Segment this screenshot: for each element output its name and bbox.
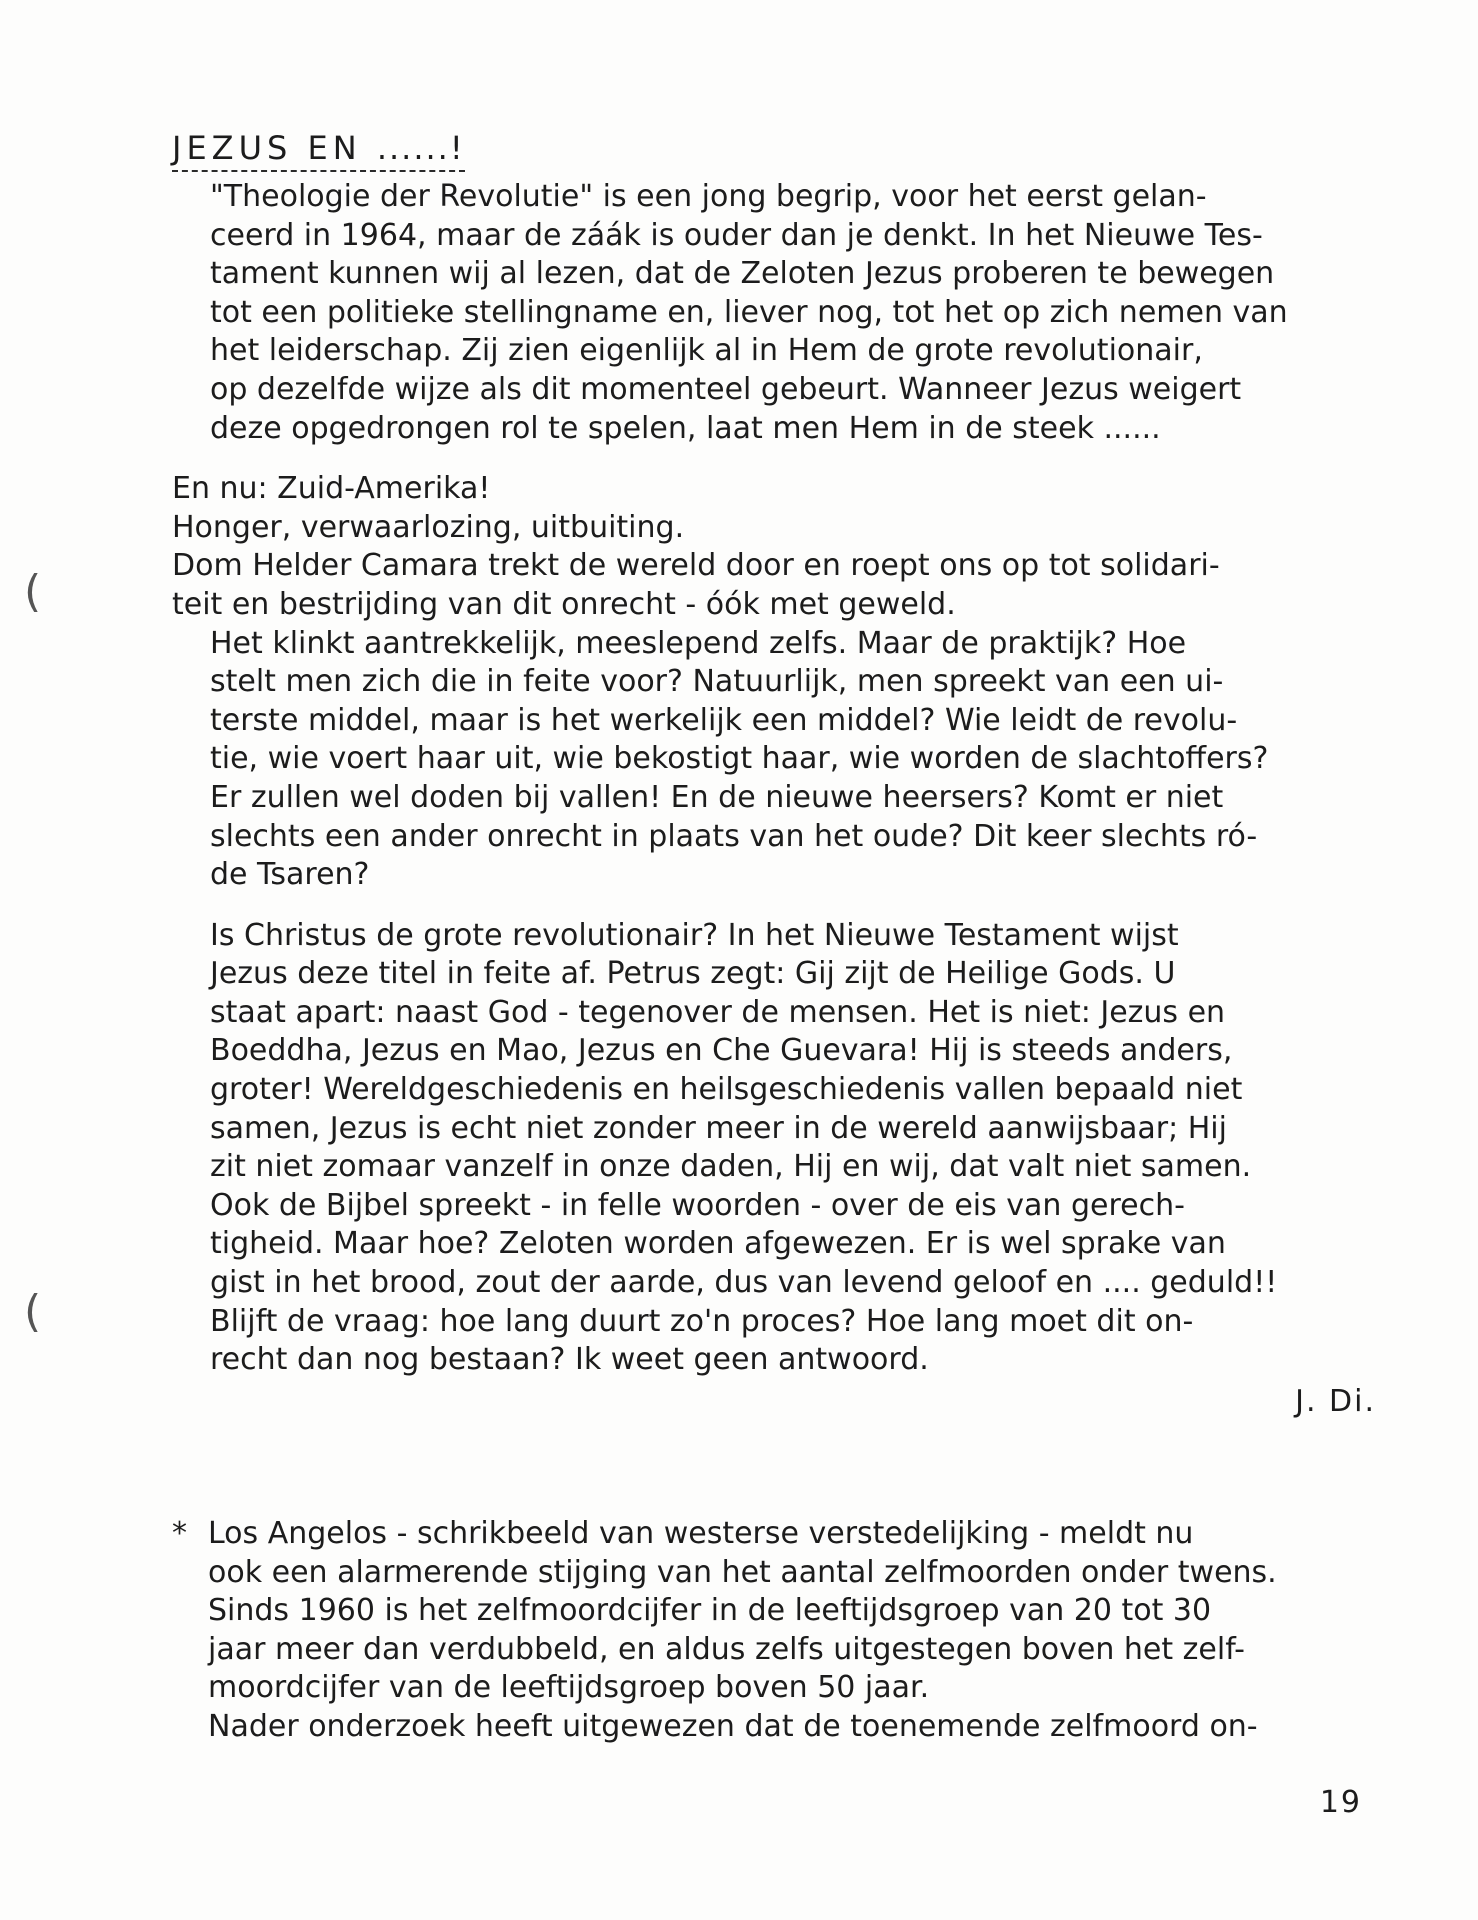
text-line: Honger, verwaarlozing, uitbuiting. — [172, 509, 685, 545]
text-line: tie, wie voert haar uit, wie bekostigt haar, wie worden de slachtoffers? — [210, 741, 1269, 777]
footnote-marker: * — [172, 1516, 187, 1551]
text-line: tament kunnen wij al lezen, dat de Zeloten Jezus proberen te bewegen — [210, 256, 1275, 292]
text-line: Jezus deze titel in feite af. Petrus zegt: Gij zijt de Heilige Gods. U — [210, 956, 1176, 992]
binder-hole-mark: ( — [24, 1286, 42, 1337]
text-line: Dom Helder Camara trekt de wereld door en roept ons op tot solidari- — [172, 548, 1220, 584]
paragraph — [172, 625, 1382, 895]
text-line: terste middel, maar is het werkelijk een middel? Wie leidt de revolu- — [210, 702, 1238, 738]
text-line: deze opgedrongen rol te spelen, laat men Hem in de steek ...... — [210, 410, 1161, 446]
footnote-line: Los Angelos - schrikbeeld van westerse verstedelijking - meldt nu — [208, 1516, 1194, 1551]
text-line: teit en bestrijding van dit onrecht - óók met geweld. — [172, 586, 956, 622]
text-line: samen, Jezus is echt niet zonder meer in de wereld aanwijsbaar; Hij — [210, 1110, 1227, 1146]
footnote-continuation: Nader onderzoek heeft uitgewezen dat de toenemende zelfmoord on- — [208, 1708, 1258, 1744]
text-line: Boeddha, Jezus en Mao, Jezus en Che Guevara! Hij is steeds anders, — [210, 1033, 1233, 1069]
text-line: Het klinkt aantrekkelijk, meeslepend zelfs. Maar de praktijk? Hoe — [210, 625, 1187, 661]
article-title — [172, 128, 465, 172]
text-line: op dezelfde wijze als dit momenteel gebeurt. Wanneer Jezus weigert — [210, 371, 1242, 407]
footnote — [172, 1515, 1382, 1747]
text-line: ceerd in 1964, maar de záák is ouder dan je denkt. In het Nieuwe Tes- — [210, 217, 1263, 253]
text-line: recht dan nog bestaan? Ik weet geen antwoord. — [210, 1342, 929, 1378]
text-line: "Theologie der Revolutie" is een jong begrip, voor het eerst gelan- — [210, 179, 1207, 214]
article-body — [172, 178, 1382, 1380]
footnote-line: moordcijfer van de leeftijdsgroep boven 50 jaar. — [208, 1670, 930, 1706]
footnote-line: ook een alarmerende stijging van het aantal zelfmoorden onder twens. — [208, 1554, 1277, 1590]
text-line: Er zullen wel doden bij vallen! En de nieuwe heersers? Komt er niet — [210, 779, 1224, 815]
text-line: stelt men zich die in feite voor? Natuurlijk, men spreekt van een ui- — [210, 664, 1224, 700]
footnote-paragraph — [208, 1515, 1382, 1708]
text-line: staat apart: naast God - tegenover de mensen. Het is niet: Jezus en — [210, 994, 1226, 1030]
paragraph — [172, 1303, 1382, 1380]
footnote-line: jaar meer dan verdubbeld, en aldus zelfs uitgestegen boven het zelf- — [208, 1631, 1245, 1667]
author-signature: J. Di. — [1295, 1383, 1376, 1419]
text-line: de Tsaren? — [210, 857, 370, 893]
text-line: tot een politieke stellingname en, liever nog, tot het op zich nemen van — [210, 294, 1288, 330]
title-suffix: ......! — [376, 129, 465, 167]
text-line: groter! Wereldgeschiedenis en heilsgeschiedenis vallen bepaald niet — [210, 1072, 1243, 1108]
paragraph — [172, 178, 1382, 448]
text-line: gist in het brood, zout der aarde, dus van levend geloof en .... geduld!! — [210, 1265, 1278, 1301]
text-line: En nu: Zuid-Amerika! — [172, 471, 491, 507]
text-line: Blijft de vraag: hoe lang duurt zo'n proces? Hoe lang moet dit on- — [210, 1303, 1194, 1339]
text-line: slechts een ander onrecht in plaats van het oude? Dit keer slechts ró- — [210, 818, 1258, 854]
paragraph — [172, 917, 1382, 1187]
paragraph — [172, 470, 1382, 624]
title-main: JEZUS EN — [172, 129, 362, 167]
text-line: Ook de Bijbel spreekt - in felle woorden - over de eis van gerech- — [210, 1187, 1185, 1223]
text-line: het leiderschap. Zij zien eigenlijk al in Hem de grote revolutionair, — [210, 333, 1203, 369]
binder-hole-mark: ( — [24, 566, 42, 617]
text-line: Is Christus de grote revolutionair? In het Nieuwe Testament wijst — [210, 917, 1179, 953]
page-number: 19 — [1319, 1785, 1362, 1820]
article — [172, 128, 1382, 1422]
footnote-text — [208, 1515, 1382, 1708]
paragraph — [172, 1187, 1382, 1303]
text-line: zit niet zomaar vanzelf in onze daden, Hij en wij, dat valt niet samen. — [210, 1149, 1252, 1185]
text-line: tigheid. Maar hoe? Zeloten worden afgewezen. Er is wel sprake van — [210, 1226, 1226, 1262]
footnote-line: Sinds 1960 is het zelfmoordcijfer in de leeftijdsgroep van 20 tot 30 — [208, 1593, 1212, 1629]
